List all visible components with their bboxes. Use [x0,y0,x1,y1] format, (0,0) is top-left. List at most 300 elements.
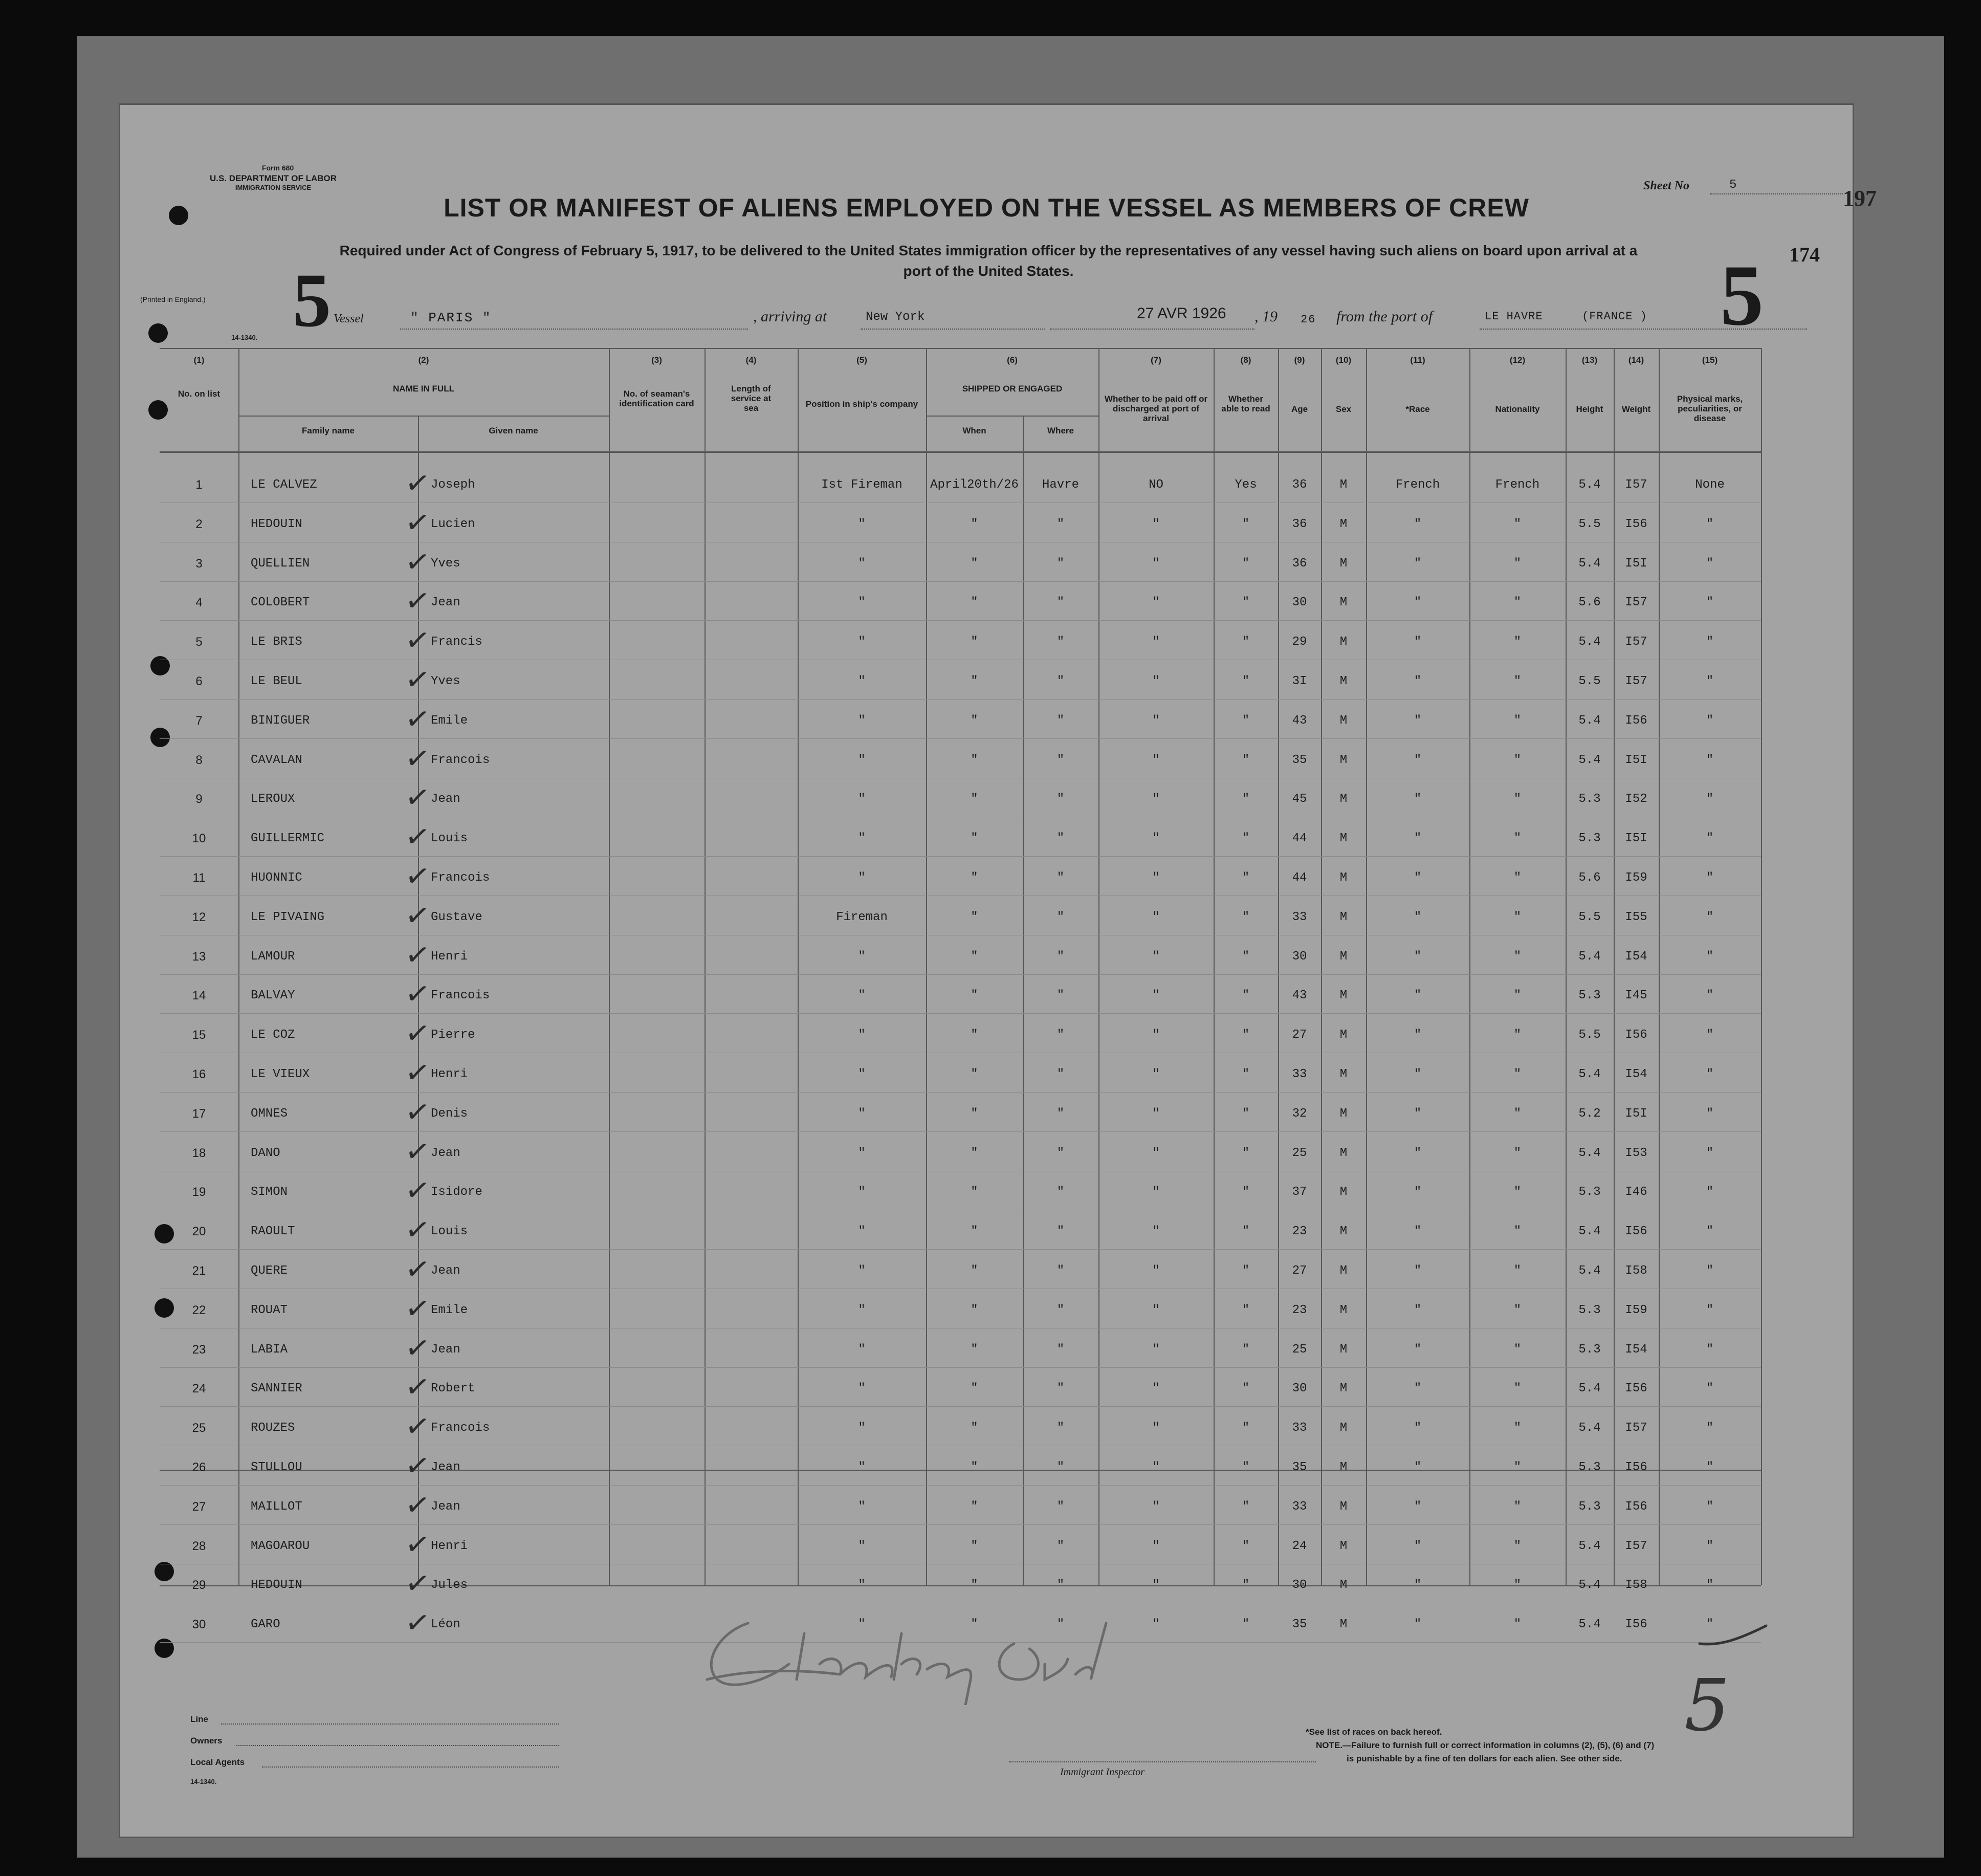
table-row [119,542,1854,595]
cell-weight: I5I [1625,753,1647,767]
cell-age: 33 [1292,1067,1307,1081]
cell-when: April20th/26 [930,478,1019,492]
cell-paid-off: " [1152,596,1160,610]
cell-weight: I59 [1625,1303,1647,1317]
cell-nationality: " [1513,556,1522,571]
cell-sex: M [1339,1303,1348,1317]
cell-physical-marks: " [1706,871,1714,885]
cell-able-read: " [1242,1264,1250,1278]
cell-paid-off: " [1152,1342,1160,1357]
cell-sex: M [1339,1539,1348,1553]
check-mark-icon: ✓ [403,1368,433,1406]
table-row [119,1053,1854,1105]
check-mark-icon: ✓ [403,975,433,1013]
cell-position: " [858,556,866,571]
cell-age: 35 [1292,1460,1307,1474]
cell-family-name: QUERE [251,1264,288,1278]
cell-paid-off: " [1152,1618,1160,1632]
cell-able-read: " [1242,1499,1250,1514]
cell-nationality: " [1513,1225,1522,1239]
cell-family-name: GUILLERMIC [251,832,325,846]
cell-no: 1 [195,478,203,492]
cell-nationality: " [1513,832,1522,846]
cell-weight: I56 [1625,1499,1647,1514]
cell-given-name: Denis [431,1106,468,1121]
cell-height: 5.5 [1578,1028,1601,1042]
cell-where: " [1056,556,1065,571]
cell-no: 23 [192,1342,206,1357]
cell-where: " [1056,949,1065,964]
cell-when: " [971,792,978,806]
hdr-paid-off: Whether to be paid off or discharged at port of arrival [1104,394,1208,423]
cell-paid-off: " [1152,1539,1160,1553]
cell-paid-off: " [1152,1303,1160,1317]
subtitle-line-1: Required under Act of Congress of February 5, 1917, to be delivered to the United States immigration officer by the representatives of any vessel having such aliens on board upon arrival at a [339,243,1638,258]
col-num-15: (15) [1702,355,1718,365]
cell-physical-marks: " [1706,1499,1714,1514]
cell-able-read: " [1242,635,1250,649]
cell-weight: I56 [1625,517,1647,531]
cell-position: " [858,1539,866,1553]
cell-physical-marks: " [1706,832,1714,846]
cell-no: 26 [192,1460,206,1474]
cell-able-read: " [1242,1028,1250,1042]
table-row [119,621,1854,673]
col-num-13: (13) [1581,355,1598,365]
cell-when: " [971,1421,978,1435]
cell-race: " [1414,1382,1422,1396]
check-mark-icon: ✓ [403,503,433,541]
cell-sex: M [1339,792,1348,806]
cell-family-name: SIMON [251,1185,288,1199]
inspector-signature [687,1603,1229,1705]
cell-family-name: LE BEUL [251,674,302,688]
cell-race: " [1414,635,1422,649]
table-row [119,503,1854,555]
cell-age: 33 [1292,1421,1307,1435]
cell-paid-off: " [1152,1106,1160,1121]
cell-physical-marks: " [1706,949,1714,964]
cell-paid-off: " [1152,556,1160,571]
cell-position: " [858,596,866,610]
cell-given-name: Jean [431,1460,460,1474]
cell-able-read: " [1242,674,1250,688]
cell-weight: I45 [1625,989,1647,1003]
cell-race: " [1414,1225,1422,1239]
check-mark-icon: ✓ [403,1014,433,1053]
cell-where: " [1056,1539,1065,1553]
cell-sex: M [1339,989,1348,1003]
departure-country: (FRANCE ) [1582,310,1647,323]
cell-physical-marks: " [1706,674,1714,688]
cell-able-read: " [1242,792,1250,806]
handwritten-mark: 5 [1684,1664,1730,1748]
cell-sex: M [1339,1460,1348,1474]
cell-able-read: " [1242,1578,1250,1593]
cell-where: " [1056,989,1065,1003]
cell-position: " [858,674,866,688]
table-row [119,739,1854,791]
cell-able-read: " [1242,1342,1250,1357]
cell-no: 9 [195,792,203,806]
owners-label: Owners [190,1736,223,1746]
hdr-age: Age [1291,404,1308,414]
cell-nationality: " [1513,1067,1522,1081]
cell-physical-marks: " [1706,1225,1714,1239]
table-row [119,935,1854,988]
cell-nationality: " [1513,1146,1522,1160]
table-row [119,660,1854,712]
cell-weight: I54 [1625,949,1647,964]
cell-age: 30 [1292,1578,1307,1593]
cell-physical-marks: " [1706,1185,1714,1199]
cell-weight: I57 [1625,674,1647,688]
check-mark-icon: ✓ [403,1211,433,1249]
page-title: LIST OR MANIFEST OF ALIENS EMPLOYED ON THE VESSEL AS MEMBERS OF CREW [444,193,1529,222]
cell-nationality: " [1513,1264,1522,1278]
cell-no: 29 [192,1578,206,1593]
cell-when: " [971,1303,978,1317]
failure-note-2: is punishable by a fine of ten dollars for each alien. See other side. [1347,1754,1622,1763]
cell-when: " [971,635,978,649]
cell-physical-marks: " [1706,1460,1714,1474]
cell-where: " [1056,596,1065,610]
cell-given-name: Francis [431,635,482,649]
cell-race: " [1414,871,1422,885]
cell-given-name: Henri [431,1067,468,1081]
cell-age: 36 [1292,556,1307,571]
check-mark-icon: ✓ [403,896,433,934]
cell-sex: M [1339,1028,1348,1042]
cell-weight: I54 [1625,1342,1647,1357]
cell-family-name: LE PIVAING [251,910,325,924]
cell-nationality: " [1513,517,1522,531]
cell-age: 35 [1292,753,1307,767]
col-num-3: (3) [651,355,662,365]
check-mark-icon: ✓ [403,582,433,620]
vessel-line [334,305,1817,334]
cell-where: " [1056,1421,1065,1435]
cell-given-name: Yves [431,556,460,571]
cell-no: 27 [192,1499,206,1514]
cell-no: 30 [192,1618,206,1632]
table-row [119,1211,1854,1262]
cell-sex: M [1339,1146,1348,1160]
cell-physical-marks: " [1706,910,1714,924]
check-mark-icon: ✓ [403,1407,433,1446]
cell-able-read: " [1242,1539,1250,1553]
cell-able-read: " [1242,1225,1250,1239]
table-row [119,700,1854,752]
cell-race: " [1414,792,1422,806]
cell-when: " [971,596,978,610]
cell-sex: M [1339,674,1348,688]
cell-given-name: Isidore [431,1185,482,1199]
cell-able-read: " [1242,1421,1250,1435]
cell-weight: I54 [1625,1067,1647,1081]
check-mark-icon: ✓ [403,1525,433,1563]
cell-race: " [1414,1185,1422,1199]
col-num-6: (6) [1007,355,1018,365]
cell-physical-marks: " [1706,753,1714,767]
cell-sex: M [1339,1499,1348,1514]
cell-height: 5.3 [1578,1185,1601,1199]
cell-given-name: Pierre [431,1028,475,1042]
cell-given-name: Robert [431,1382,475,1396]
cell-when: " [971,1618,978,1632]
hdr-nationality: Nationality [1495,404,1540,414]
cell-where: " [1056,910,1065,924]
cell-where: " [1056,1264,1065,1278]
cell-no: 12 [192,910,206,924]
cell-age: 27 [1292,1264,1307,1278]
cell-height: 5.2 [1578,1106,1601,1121]
cell-where: " [1056,635,1065,649]
check-mark-icon: ✓ [403,1171,433,1210]
cell-sex: M [1339,556,1348,571]
table-row [119,1486,1854,1538]
cell-age: 45 [1292,792,1307,806]
cell-height: 5.6 [1578,871,1601,885]
check-mark-icon: ✓ [403,542,433,581]
cell-where: " [1056,832,1065,846]
cell-height: 5.4 [1578,1421,1601,1435]
col-num-11: (11) [1410,355,1425,365]
cell-race: " [1414,1618,1422,1632]
cell-where: " [1056,1185,1065,1199]
col-num-7: (7) [1151,355,1161,365]
cell-height: 5.4 [1578,713,1601,728]
cell-where: " [1056,1106,1065,1121]
cell-able-read: " [1242,1382,1250,1396]
check-mark-icon: ✓ [403,739,433,777]
cell-weight: I58 [1625,1264,1647,1278]
check-mark-icon: ✓ [403,1132,433,1170]
cell-race: " [1414,949,1422,964]
table-row [119,778,1854,830]
cell-nationality: " [1513,1460,1522,1474]
service-name: IMMIGRATION SERVICE [235,184,312,191]
cell-given-name: Jean [431,1499,460,1514]
hdr-seaman-card: No. of seaman's identification card [619,389,694,408]
cell-height: 5.4 [1578,1539,1601,1553]
cell-nationality: " [1513,1539,1522,1553]
cell-height: 5.3 [1578,989,1601,1003]
table-row [119,1250,1854,1302]
cell-physical-marks: " [1706,1028,1714,1042]
cell-family-name: LEROUX [251,792,295,806]
cell-age: 30 [1292,1382,1307,1396]
cell-physical-marks: " [1706,713,1714,728]
cell-race: " [1414,1499,1422,1514]
cell-paid-off: " [1152,832,1160,846]
cell-nationality: " [1513,713,1522,728]
cell-no: 13 [192,949,206,964]
cell-when: " [971,910,978,924]
table-row [119,896,1854,948]
cell-weight: I57 [1625,478,1647,492]
hdr-shipped-engaged: SHIPPED OR ENGAGED [962,384,1063,394]
cell-no: 17 [192,1106,206,1121]
corner-number: 197 [1843,186,1877,211]
hdr-sex: Sex [1335,404,1352,414]
cell-height: 5.5 [1578,674,1601,688]
cell-sex: M [1339,910,1348,924]
check-mark-icon: ✓ [403,621,433,660]
cell-paid-off: " [1152,910,1160,924]
cell-position: " [858,1067,866,1081]
hdr-no-on-list: No. on list [178,389,221,399]
cell-paid-off: " [1152,1264,1160,1278]
cell-sex: M [1339,478,1348,492]
table-row [119,818,1854,869]
cell-height: 5.4 [1578,1578,1601,1593]
form-code: 14-1340. [231,334,258,341]
cell-height: 5.4 [1578,1067,1601,1081]
cell-height: 5.4 [1578,556,1601,571]
cell-family-name: HEDOUIN [251,517,302,531]
table-row [119,1328,1854,1381]
table-row [119,1132,1854,1184]
cell-position: " [858,1185,866,1199]
cell-position: Fireman [836,910,888,924]
cell-age: 25 [1292,1342,1307,1357]
cell-sex: M [1339,713,1348,728]
hdr-race: *Race [1405,404,1430,414]
cell-race: " [1414,1539,1422,1553]
cell-where: " [1056,753,1065,767]
cell-nationality: " [1513,792,1522,806]
cell-age: 23 [1292,1225,1307,1239]
cell-paid-off: " [1152,792,1160,806]
cell-weight: I57 [1625,596,1647,610]
cell-weight: I57 [1625,635,1647,649]
cell-able-read: " [1242,753,1250,767]
cell-age: 30 [1292,596,1307,610]
cell-physical-marks: " [1706,1539,1714,1553]
cell-no: 25 [192,1421,206,1435]
cell-race: " [1414,1028,1422,1042]
cell-when: " [971,1067,978,1081]
cell-able-read: " [1242,1618,1250,1632]
cell-height: 5.6 [1578,596,1601,610]
cell-given-name: Yves [431,674,460,688]
cell-weight: I57 [1625,1421,1647,1435]
cell-age: 3I [1292,674,1307,688]
cell-given-name: Francois [431,871,490,885]
arrival-port: New York [866,310,925,324]
cell-paid-off: " [1152,713,1160,728]
cell-no: 4 [195,596,203,610]
cell-given-name: Joseph [431,478,475,492]
cell-position: Ist Fireman [821,478,903,492]
check-mark-icon: ✓ [403,1446,433,1485]
cell-when: " [971,1106,978,1121]
cell-paid-off: " [1152,674,1160,688]
cell-no: 28 [192,1539,206,1553]
table-row [119,1407,1854,1459]
cell-family-name: LE VIEUX [251,1067,310,1081]
sheet-no-value: 5 [1729,178,1737,192]
cell-able-read: " [1242,596,1250,610]
cell-when: " [971,753,978,767]
cell-height: 5.4 [1578,1382,1601,1396]
cell-age: 33 [1292,1499,1307,1514]
hdr-physical-marks: Physical marks, peculiarities, or disease [1677,394,1743,423]
cell-race: " [1414,832,1422,846]
cell-position: " [858,1303,866,1317]
cell-physical-marks: " [1706,1067,1714,1081]
cell-able-read: " [1242,1106,1250,1121]
cell-when: " [971,1264,978,1278]
check-mark-icon: ✓ [403,778,433,817]
cell-race: " [1414,1303,1422,1317]
cell-given-name: Henri [431,949,468,964]
cell-where: " [1056,792,1065,806]
table-row [119,582,1854,634]
cell-paid-off: " [1152,1499,1160,1514]
cell-sex: M [1339,1382,1348,1396]
cell-nationality: " [1513,1578,1522,1593]
cell-age: 36 [1292,517,1307,531]
cell-physical-marks: " [1706,517,1714,531]
cell-paid-off: " [1152,1578,1160,1593]
cell-when: " [971,1225,978,1239]
big-sheet-number-right: 5 [1720,247,1764,343]
cell-when: " [971,989,978,1003]
cell-nationality: " [1513,1185,1522,1199]
cell-physical-marks: None [1695,478,1725,492]
cell-given-name: Henri [431,1539,468,1553]
cell-race: " [1414,753,1422,767]
cell-family-name: LABIA [251,1342,288,1357]
cell-given-name: Jean [431,596,460,610]
table-row [119,1171,1854,1223]
cell-nationality: " [1513,989,1522,1003]
cell-when: " [971,1185,978,1199]
cell-when: " [971,1539,978,1553]
hdr-family-name: Family name [302,426,355,435]
check-mark-icon: ✓ [403,857,433,896]
table-row [119,1014,1854,1066]
cell-no: 7 [195,713,203,728]
check-mark-icon: ✓ [403,1486,433,1524]
cell-height: 5.4 [1578,635,1601,649]
year-label: , 19 [1254,308,1278,325]
cell-weight: I56 [1625,1028,1647,1042]
cell-nationality: " [1513,871,1522,885]
departure-port: LE HAVRE [1485,310,1543,323]
col-num-5: (5) [856,355,867,365]
cell-sex: M [1339,1264,1348,1278]
table-row [119,1368,1854,1420]
cell-sex: M [1339,1067,1348,1081]
cell-race: " [1414,713,1422,728]
cell-given-name: Lucien [431,517,475,531]
punch-hole [148,400,168,420]
cell-sex: M [1339,1106,1348,1121]
cell-age: 35 [1292,1618,1307,1632]
cell-family-name: BINIGUER [251,713,310,728]
cell-height: 5.3 [1578,1342,1601,1357]
cell-paid-off: " [1152,635,1160,649]
cell-age: 37 [1292,1185,1307,1199]
cell-no: 14 [192,989,206,1003]
cell-able-read: " [1242,910,1250,924]
cell-position: " [858,1264,866,1278]
failure-note-1: NOTE.—Failure to furnish full or correct information in columns (2), (5), (6) and (7) [1316,1740,1655,1750]
cell-height: 5.3 [1578,1460,1601,1474]
